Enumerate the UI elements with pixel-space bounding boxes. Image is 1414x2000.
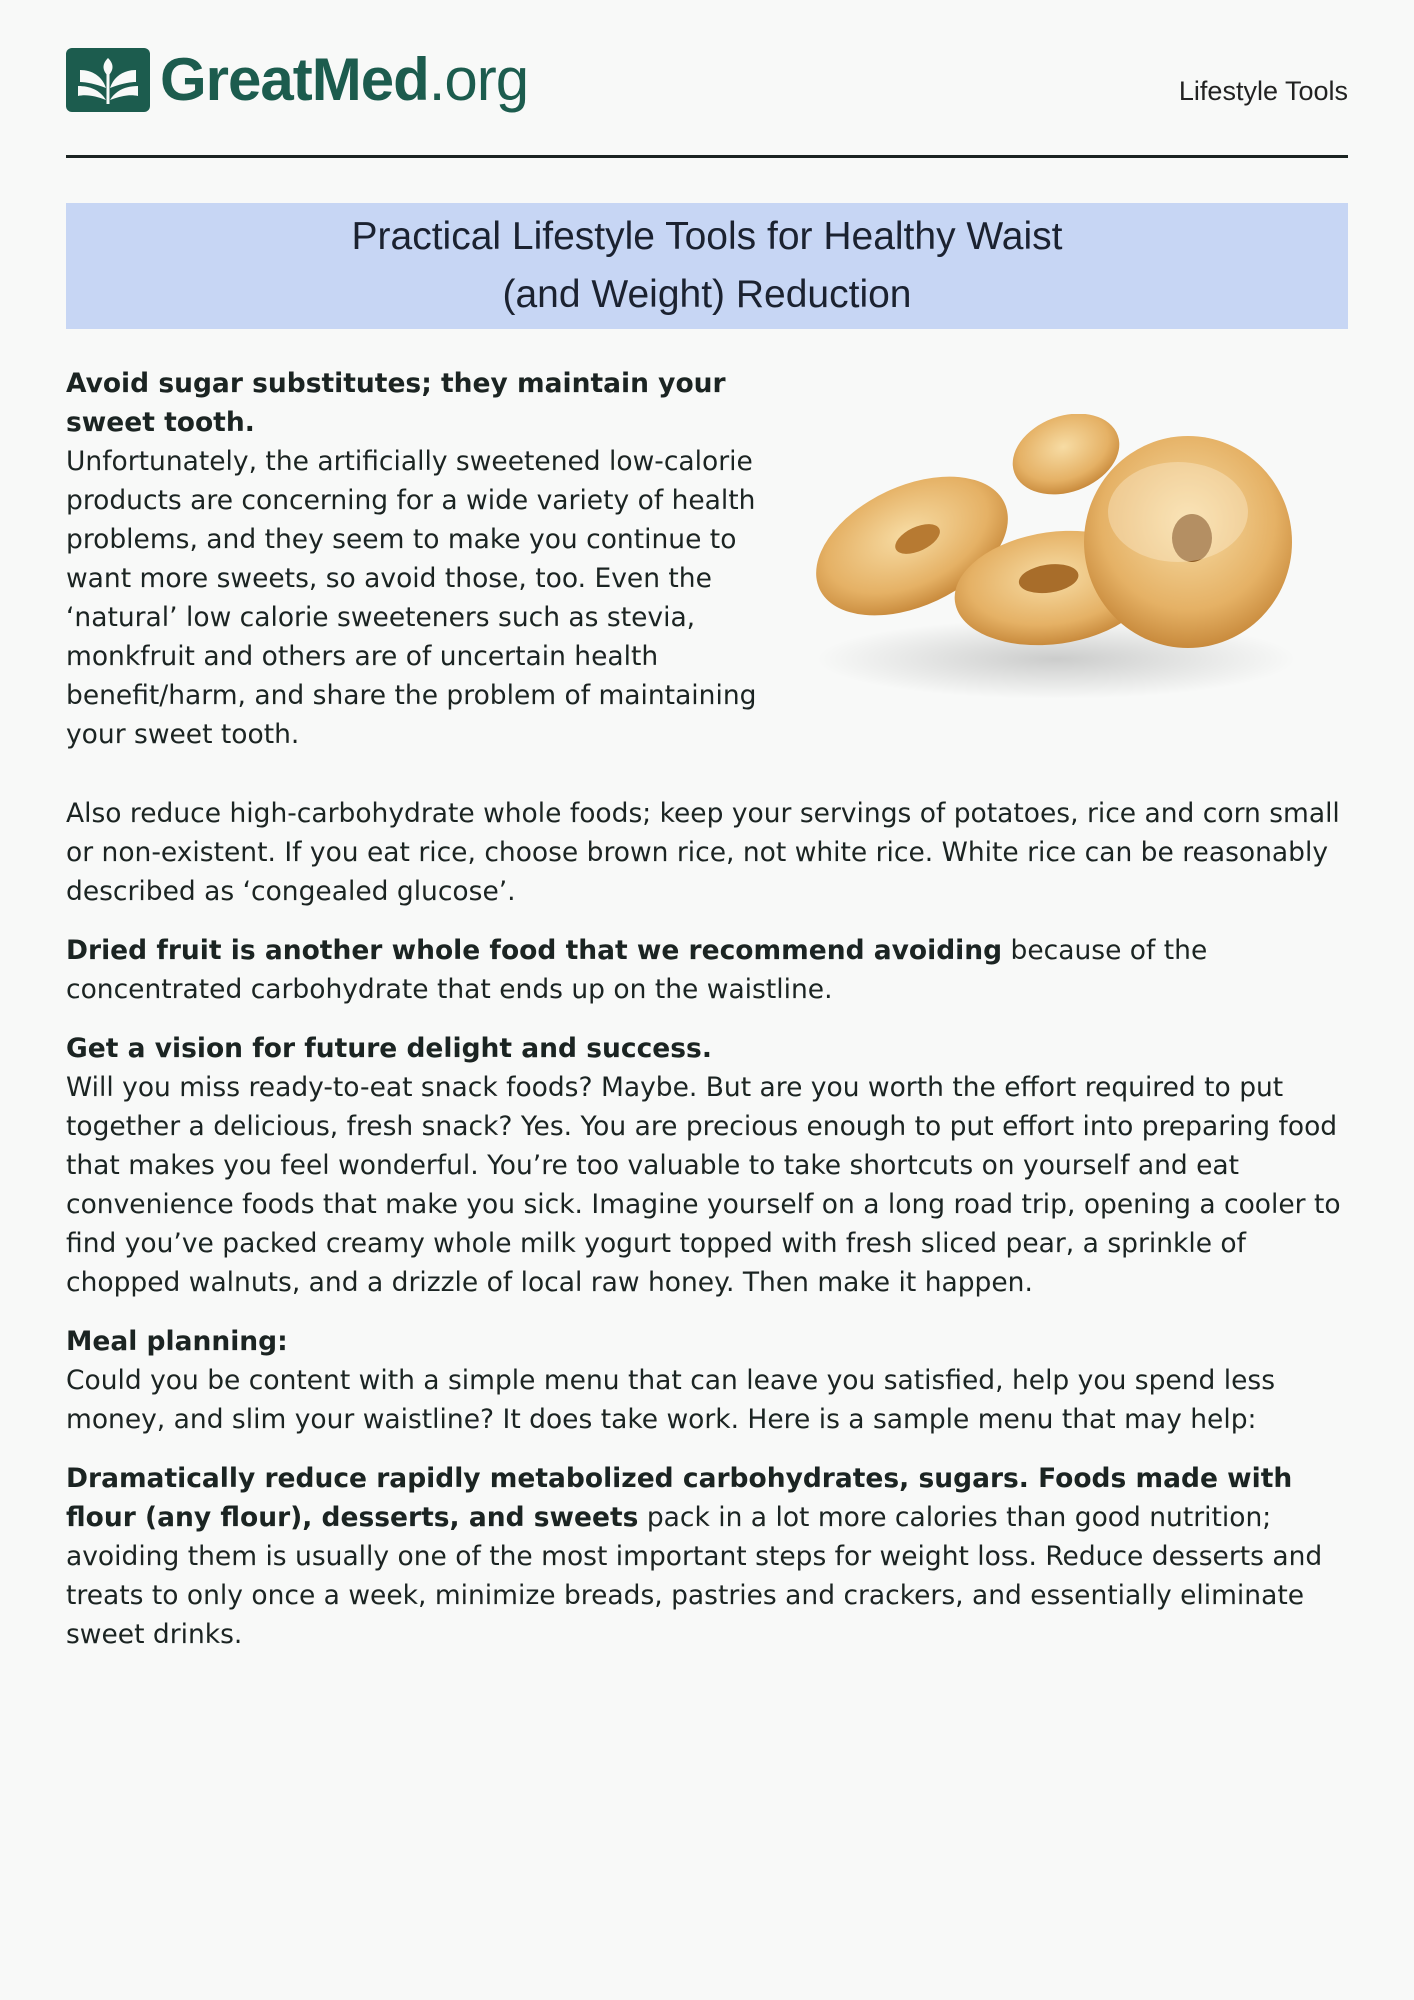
dried-fruit-rest: because of the concentrated carbohydrate that ends up on the waistline. — [66, 935, 1208, 1005]
logo-text-light: .org — [428, 46, 529, 113]
title-banner — [66, 203, 1348, 329]
sugared-donuts-image — [796, 414, 1356, 734]
title-line-1: Practical Lifestyle Tools for Healthy Waist — [351, 215, 1063, 258]
site-logo[interactable] — [66, 44, 528, 116]
meal-paragraph — [66, 1322, 1356, 1439]
donuts-illustration — [796, 414, 1336, 734]
header-divider — [66, 155, 1348, 158]
section-label[interactable]: Lifestyle Tools — [1178, 76, 1348, 106]
logo-wordmark — [160, 44, 528, 116]
vision-heading: Get a vision for future delight and success. — [66, 1033, 712, 1064]
meal-body: Could you be content with a simple menu that can leave you satisfied, help you spend less money, and slim your waistline? It does take work. Here is a sample menu that may help: — [66, 1365, 1276, 1435]
vision-body: Will you miss ready-to-eat snack foods? Maybe. But are you worth the effort required to put together a delicious, fresh snack? Yes. You are precious enough to put effort into preparing food that makes you feel wonderful. You’re too valuable to take shortcuts on yourself and eat convenience foods that make you sick. Imagine yourself on a long road trip, opening a cooler to find you’ve packed creamy whole milk yogurt topped with fresh sliced pear, a sprinkle of chopped walnuts, and a drizzle of local raw honey. Then make it happen. — [66, 1072, 1341, 1298]
dried-fruit-bold: Dried fruit is another whole food that we recommend avoiding — [66, 935, 1003, 966]
title-line-2: (and Weight) Reduction — [502, 273, 912, 316]
sweeteners-heading: Avoid sugar substitutes; they maintain your sweet tooth. — [66, 368, 726, 438]
article-body — [66, 364, 1356, 1674]
reduce-paragraph — [66, 1459, 1356, 1654]
page-title — [352, 208, 1063, 324]
intro-block — [66, 364, 1356, 774]
page-header — [66, 44, 1348, 124]
open-book-leaf-icon — [66, 44, 150, 116]
sweeteners-body: Unfortunately, the artificially sweetened low-calorie products are concerning for a wide variety of health problems, and they seem to make you continue to want more sweets, so avoid those, too. Even the ‘natural’ low calorie sweeteners such as stevia, monkfruit and others are of uncertain health benefit/harm, and share the problem of maintaining your sweet tooth. — [66, 446, 757, 750]
meal-heading: Meal planning: — [66, 1326, 288, 1357]
vision-paragraph — [66, 1029, 1356, 1302]
reduce-rest: pack in a lot more calories than good nutrition; avoiding them is usually one of the most important steps for weight loss. Reduce desserts and treats to only once a week, minimize breads, pastries and crackers, and essentially eliminate sweet drinks. — [66, 1502, 1323, 1650]
dried-fruit-paragraph — [66, 931, 1356, 1009]
sweeteners-section — [66, 364, 766, 774]
carbs-paragraph: Also reduce high-carbohydrate whole foods; keep your servings of potatoes, rice and corn small or non-existent. If you eat rice, choose brown rice, not white rice. White rice can be reasonably described as ‘congealed glucose’. — [66, 798, 1340, 907]
logo-text-bold: GreatMed — [160, 46, 429, 113]
reduce-bold: Dramatically reduce rapidly metabolized carbohydrates, sugars. Foods made with flour (any flour), desserts, and sweets — [66, 1463, 1293, 1533]
